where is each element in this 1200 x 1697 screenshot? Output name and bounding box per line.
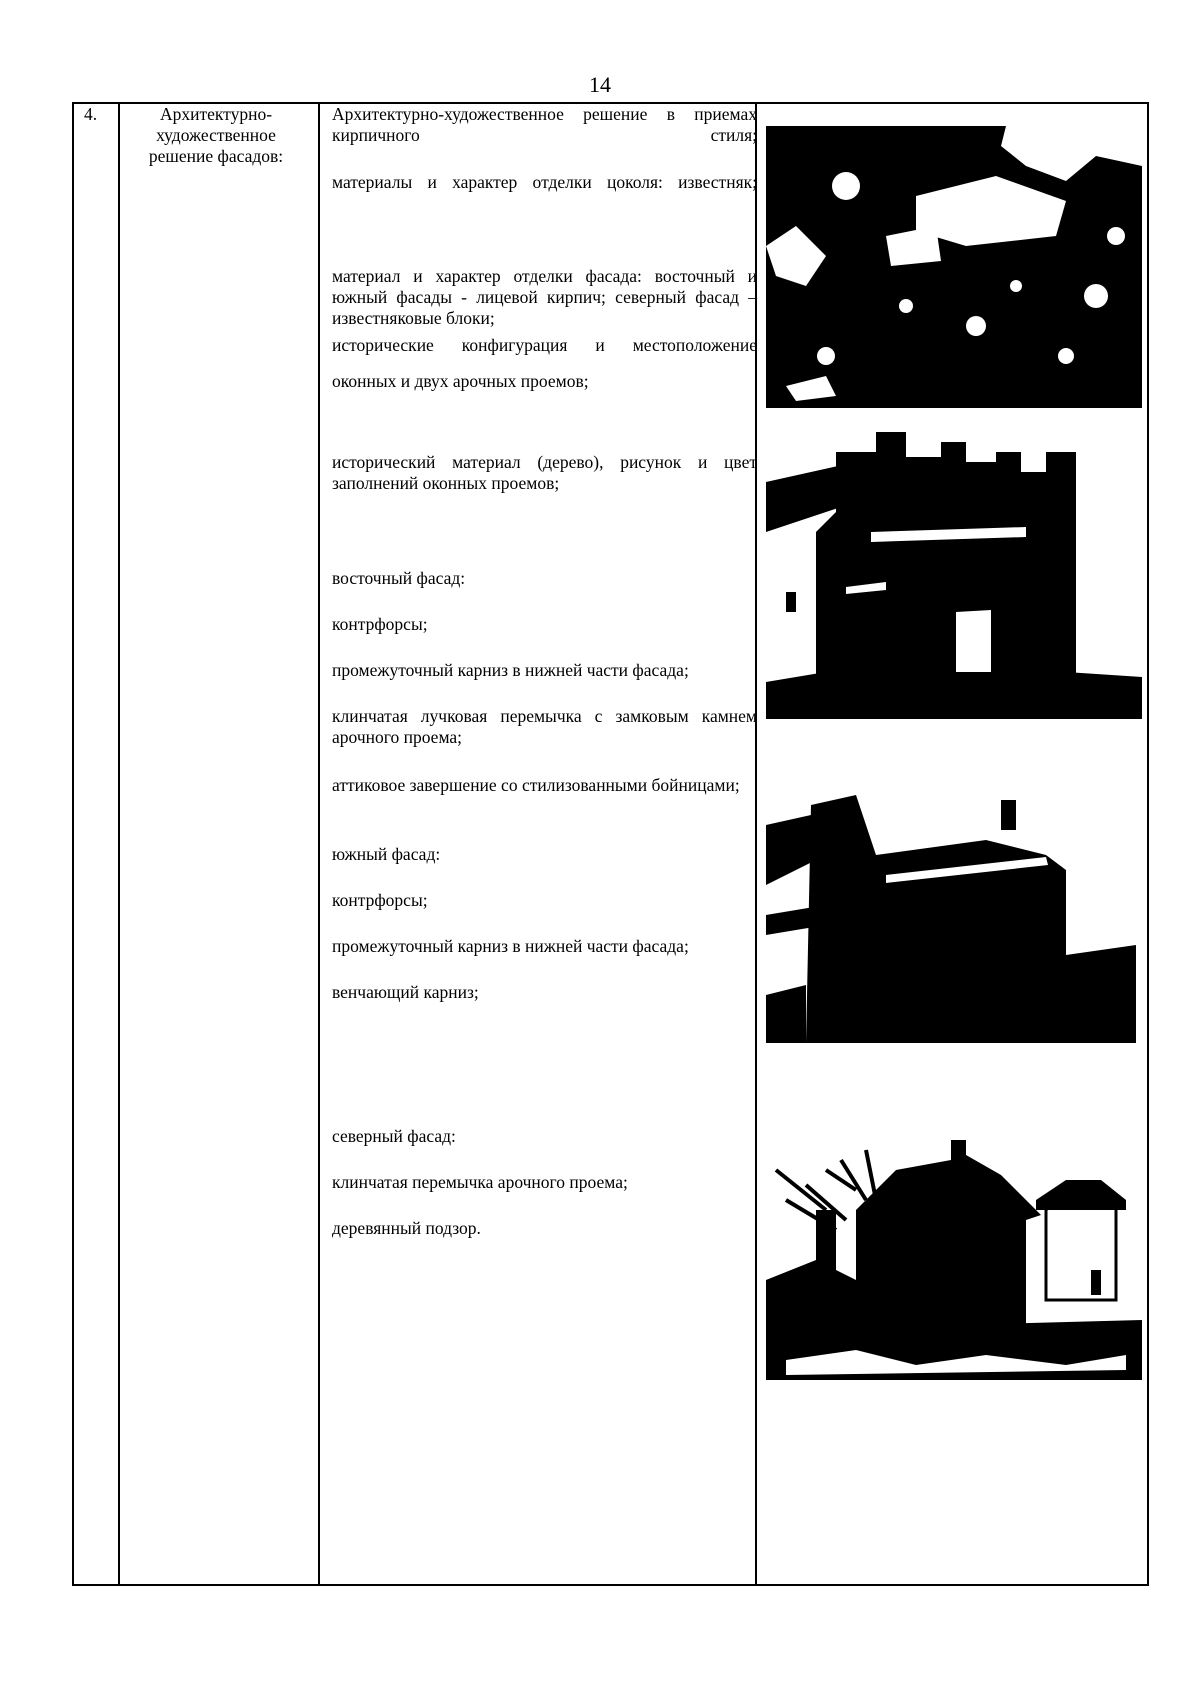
table-border-bottom — [72, 1584, 1149, 1586]
requirement-item: Архитектурно-художественное решение в приемах кирпичного стиля; — [332, 104, 757, 145]
building-photo-icon — [766, 1130, 1142, 1380]
requirement-item: восточный фасад: — [332, 568, 466, 588]
requirement-item: контрфорсы; — [332, 614, 428, 634]
requirement-item: клинчатая лучковая перемычка с замковым камнем арочного проема; — [332, 706, 757, 747]
requirement-item: контрфорсы; — [332, 890, 428, 910]
row-number: 4. — [84, 104, 98, 124]
building-photo-4 — [766, 1130, 1142, 1380]
requirement-item: деревянный подзор. — [332, 1218, 481, 1238]
requirement-item: исторические конфигурация и местоположение — [332, 335, 757, 355]
requirement-item: оконных и двух арочных проемов; — [332, 371, 589, 391]
building-photo-icon — [766, 795, 1136, 1043]
requirement-item: материалы и характер отделки цоколя: известняк; — [332, 172, 757, 192]
row-name: Архитектурно-художественное решение фасадов: — [148, 104, 284, 166]
requirement-item: аттиковое завершение со стилизованными бойницами; — [332, 775, 740, 795]
requirement-item: промежуточный карниз в нижней части фасада; — [332, 660, 689, 680]
requirement-item: материал и характер отделки фасада: восточный и южный фасады - лицевой кирпич; северный фасад – известняковые блоки; — [332, 266, 757, 328]
requirement-item: северный фасад: — [332, 1126, 456, 1146]
requirement-item: южный фасад: — [332, 844, 441, 864]
page-number: 14 — [589, 72, 611, 97]
requirement-item: венчающий карниз; — [332, 982, 479, 1002]
requirement-item: промежуточный карниз в нижней части фасада; — [332, 936, 689, 956]
requirement-item: клинчатая перемычка арочного проема; — [332, 1172, 628, 1192]
building-photo-1 — [766, 126, 1142, 408]
requirement-item: исторический материал (дерево), рисунок и цвет заполнений оконных проемов; — [332, 452, 757, 493]
table-border-right — [1147, 102, 1149, 1586]
table-border-left — [72, 102, 74, 1586]
table-divider-1 — [118, 102, 120, 1586]
table-divider-2 — [318, 102, 320, 1586]
building-photo-3 — [766, 795, 1136, 1043]
building-photo-2 — [766, 432, 1142, 719]
building-photo-icon — [766, 432, 1142, 719]
building-photo-icon — [766, 126, 1142, 408]
